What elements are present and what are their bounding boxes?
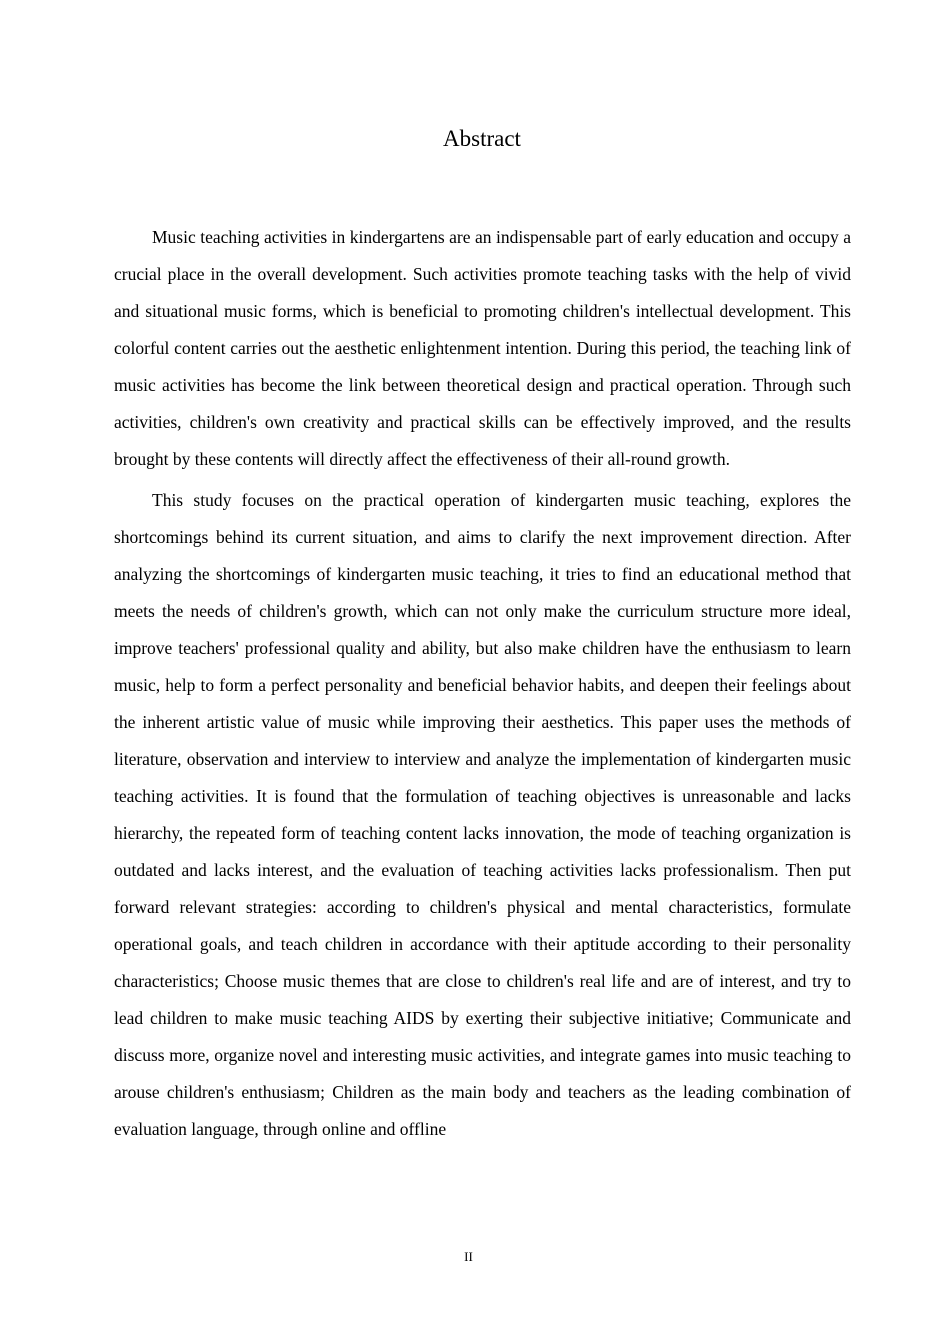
abstract-body	[114, 219, 851, 1152]
abstract-paragraph-2: This study focuses on the practical operation of kindergarten music teaching, explores the shortcomings behind its current situation, and aims to clarify the next improvement direction. After analyzing the shortcomings of kindergarten music teaching, it tries to find an educational method that meets the needs of children's growth, which can not only make the curriculum structure more ideal, improve teachers' professional quality and ability, but also make children have the enthusiasm to learn music, help to form a perfect personality and beneficial behavior habits, and deepen their feelings about the inherent artistic value of music while improving their aesthetics. This paper uses the methods of literature, observation and interview to interview and analyze the implementation of kindergarten music teaching activities. It is found that the formulation of teaching objectives is unreasonable and lacks hierarchy, the repeated form of teaching content lacks innovation, the mode of teaching organization is outdated and lacks interest, and the evaluation of teaching activities lacks professionalism. Then put forward relevant strategies: according to children's physical and mental characteristics, formulate operational goals, and teach children in accordance with their aptitude according to their personality characteristics; Choose music themes that are close to children's real life and are of interest, and try to lead children to make music teaching AIDS by exerting their subjective initiative; Communicate and discuss more, organize novel and interesting music activities, and integrate games into music teaching to arouse children's enthusiasm; Children as the main body and teachers as the leading combination of evaluation language, through online and offline	[114, 490, 851, 1139]
page-number: II	[464, 1249, 473, 1264]
abstract-paragraph-1: Music teaching activities in kindergartens are an indispensable part of early education and occupy a crucial place in the overall development. Such activities promote teaching tasks with the help of vivid and situational music forms, which is beneficial to promoting children's intellectual development. This colorful content carries out the aesthetic enlightenment intention. During this period, the teaching link of music activities has become the link between theoretical design and practical operation. Through such activities, children's own creativity and practical skills can be effectively improved, and the results brought by these contents will directly affect the effectiveness of their all-round growth.	[114, 227, 851, 469]
page-title: Abstract	[443, 126, 521, 151]
